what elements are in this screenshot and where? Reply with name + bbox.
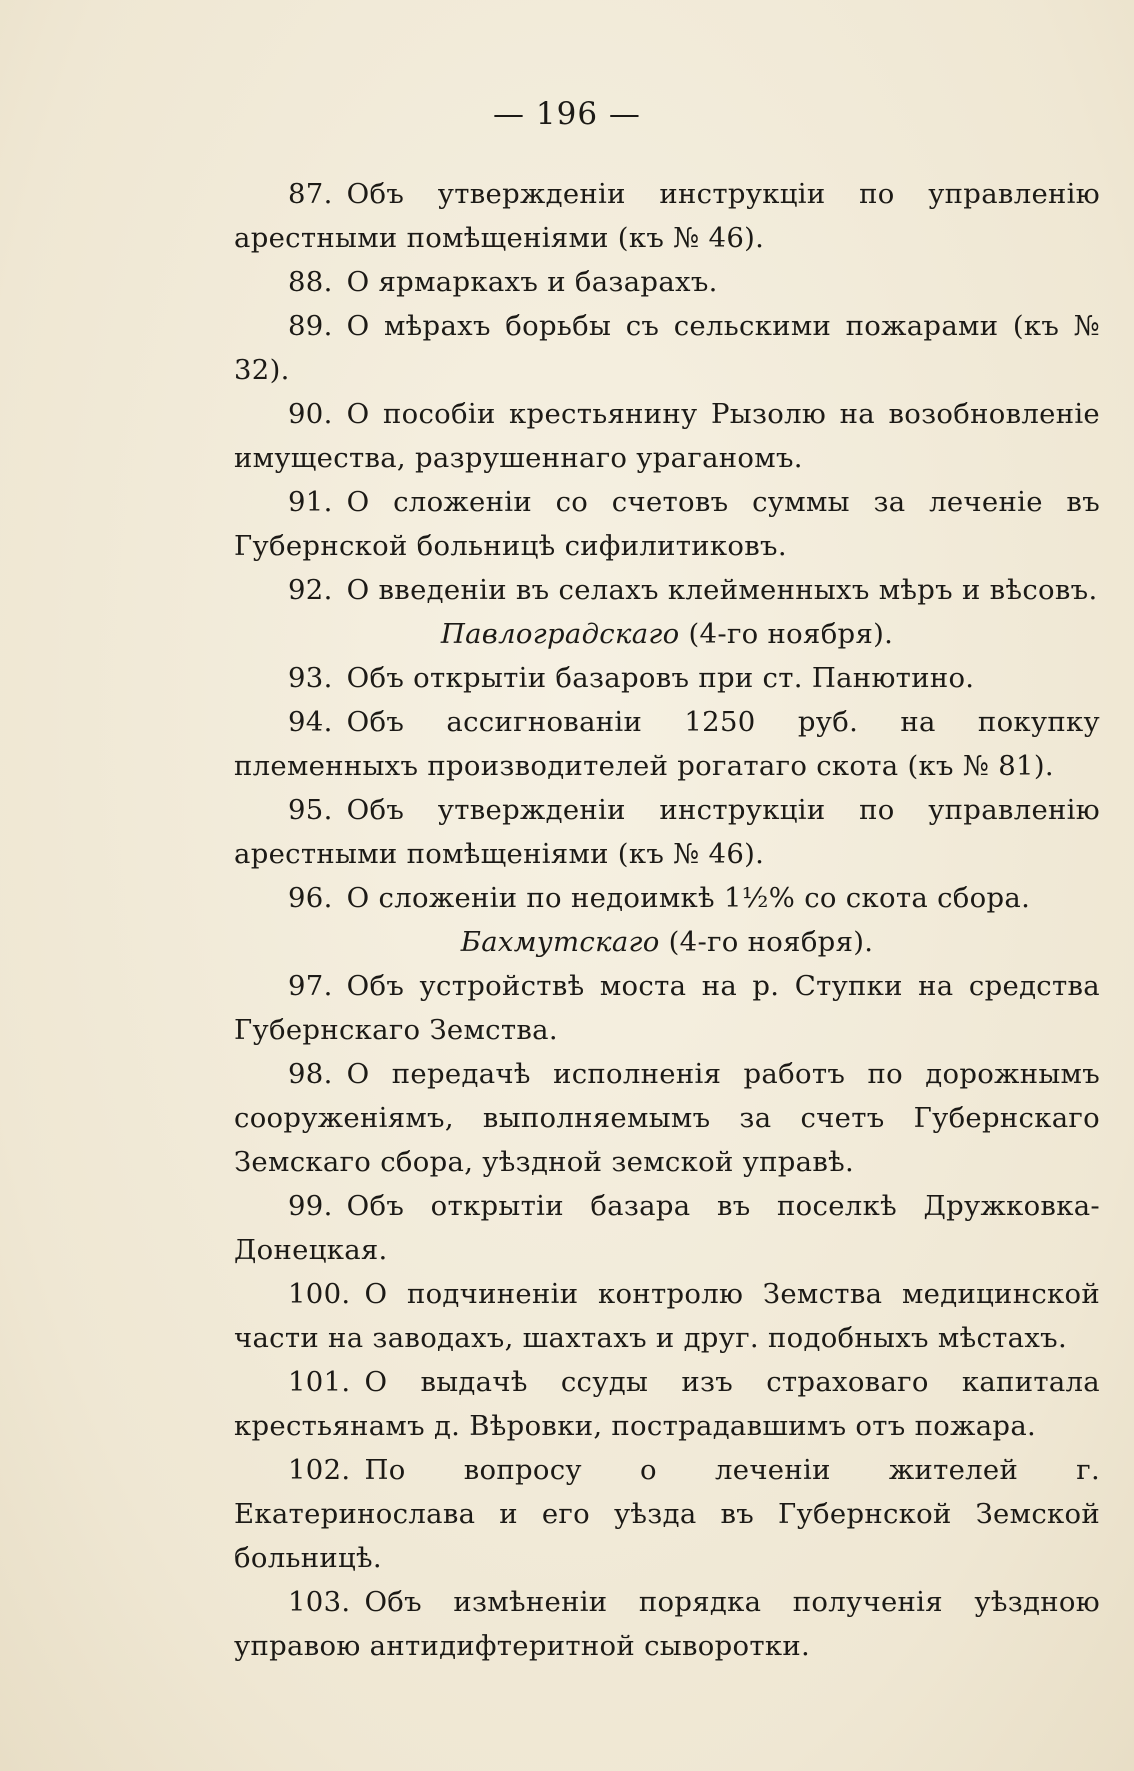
list-item [234, 1580, 1100, 1668]
list-item [234, 1360, 1100, 1448]
item-number: 95. [288, 794, 333, 826]
list-item [234, 1184, 1100, 1272]
item-number: 91. [288, 486, 333, 518]
item-text: О выдачѣ ссуды изъ страховаго капитала крестьянамъ д. Вѣровки, пострадавшимъ отъ пожара. [234, 1366, 1100, 1442]
section-date: (4-го ноября). [668, 926, 874, 958]
item-text: Объ открытіи базаровъ при ст. Панютино. [346, 662, 975, 694]
entries-list [234, 172, 1100, 1668]
item-text: О мѣрахъ борьбы съ сельскими пожарами (къ № 32). [234, 310, 1100, 386]
item-text: О введеніи въ селахъ клейменныхъ мѣръ и вѣсовъ. [346, 574, 1098, 606]
item-text: Объ утвержденіи инструкціи по управленію арестными помѣщеніями (къ № 46). [234, 794, 1100, 870]
item-text: Объ устройствѣ моста на р. Ступки на средства Губернскаго Земства. [234, 970, 1100, 1046]
item-number: 88. [288, 266, 333, 298]
section-name: Бахмутскаго [460, 926, 660, 958]
item-number: 96. [288, 882, 333, 914]
page-number: — 196 — [493, 96, 641, 132]
item-number: 100. [288, 1278, 351, 1310]
list-item [234, 1448, 1100, 1580]
list-item [234, 1272, 1100, 1360]
list-item [234, 260, 1100, 304]
item-number: 87. [288, 178, 333, 210]
list-item [234, 656, 1100, 700]
item-number: 89. [288, 310, 333, 342]
section-heading-pavlograd [234, 612, 1100, 656]
item-number: 92. [288, 574, 333, 606]
item-text: Объ утвержденіи инструкціи по управленію арестными помѣщеніями (къ № 46). [234, 178, 1100, 254]
list-item [234, 480, 1100, 568]
item-number: 98. [288, 1058, 333, 1090]
item-number: 90. [288, 398, 333, 430]
list-item [234, 568, 1100, 612]
item-number: 94. [288, 706, 333, 738]
list-item [234, 700, 1100, 788]
list-item [234, 392, 1100, 480]
item-number: 103. [288, 1586, 351, 1618]
item-text: О подчиненіи контролю Земства медицинской части на заводахъ, шахтахъ и друг. подобныхъ мѣстахъ. [234, 1278, 1100, 1354]
item-text: Объ открытіи базара въ поселкѣ Дружковка-Донецкая. [234, 1190, 1100, 1266]
item-text: О пособіи крестьянину Рызолю на возобновленіе имущества, разрушеннаго ураганомъ. [234, 398, 1100, 474]
item-number: 97. [288, 970, 333, 1002]
item-text: О ярмаркахъ и базарахъ. [346, 266, 718, 298]
list-item [234, 876, 1100, 920]
item-text: По вопросу о леченіи жителей г. Екатеринослава и его уѣзда въ Губернской Земской больницѣ. [234, 1454, 1100, 1574]
item-text: О передачѣ исполненія работъ по дорожнымъ сооруженіямъ, выполняемымъ за счетъ Губернскаго Земскаго сбора, уѣздной земской управѣ. [234, 1058, 1100, 1178]
item-number: 93. [288, 662, 333, 694]
list-item [234, 788, 1100, 876]
item-number: 101. [288, 1366, 351, 1398]
list-item [234, 172, 1100, 260]
item-text: О сложеніи по недоимкѣ 1½% со скота сбора. [346, 882, 1031, 914]
section-heading-bakhmut [234, 920, 1100, 964]
section-name: Павлоградскаго [440, 618, 680, 650]
item-text: О сложеніи со счетовъ суммы за леченіе въ Губернской больницѣ сифилитиковъ. [234, 486, 1100, 562]
section-date: (4-го ноября). [688, 618, 894, 650]
item-text: Объ ассигнованіи 1250 руб. на покупку племенныхъ производителей рогатаго скота (къ № 81). [234, 706, 1100, 782]
list-item [234, 1052, 1100, 1184]
item-number: 102. [288, 1454, 351, 1486]
list-item [234, 964, 1100, 1052]
item-number: 99. [288, 1190, 333, 1222]
list-item [234, 304, 1100, 392]
item-text: Объ измѣненіи порядка полученія уѣздною управою антидифтеритной сыворотки. [234, 1586, 1100, 1662]
